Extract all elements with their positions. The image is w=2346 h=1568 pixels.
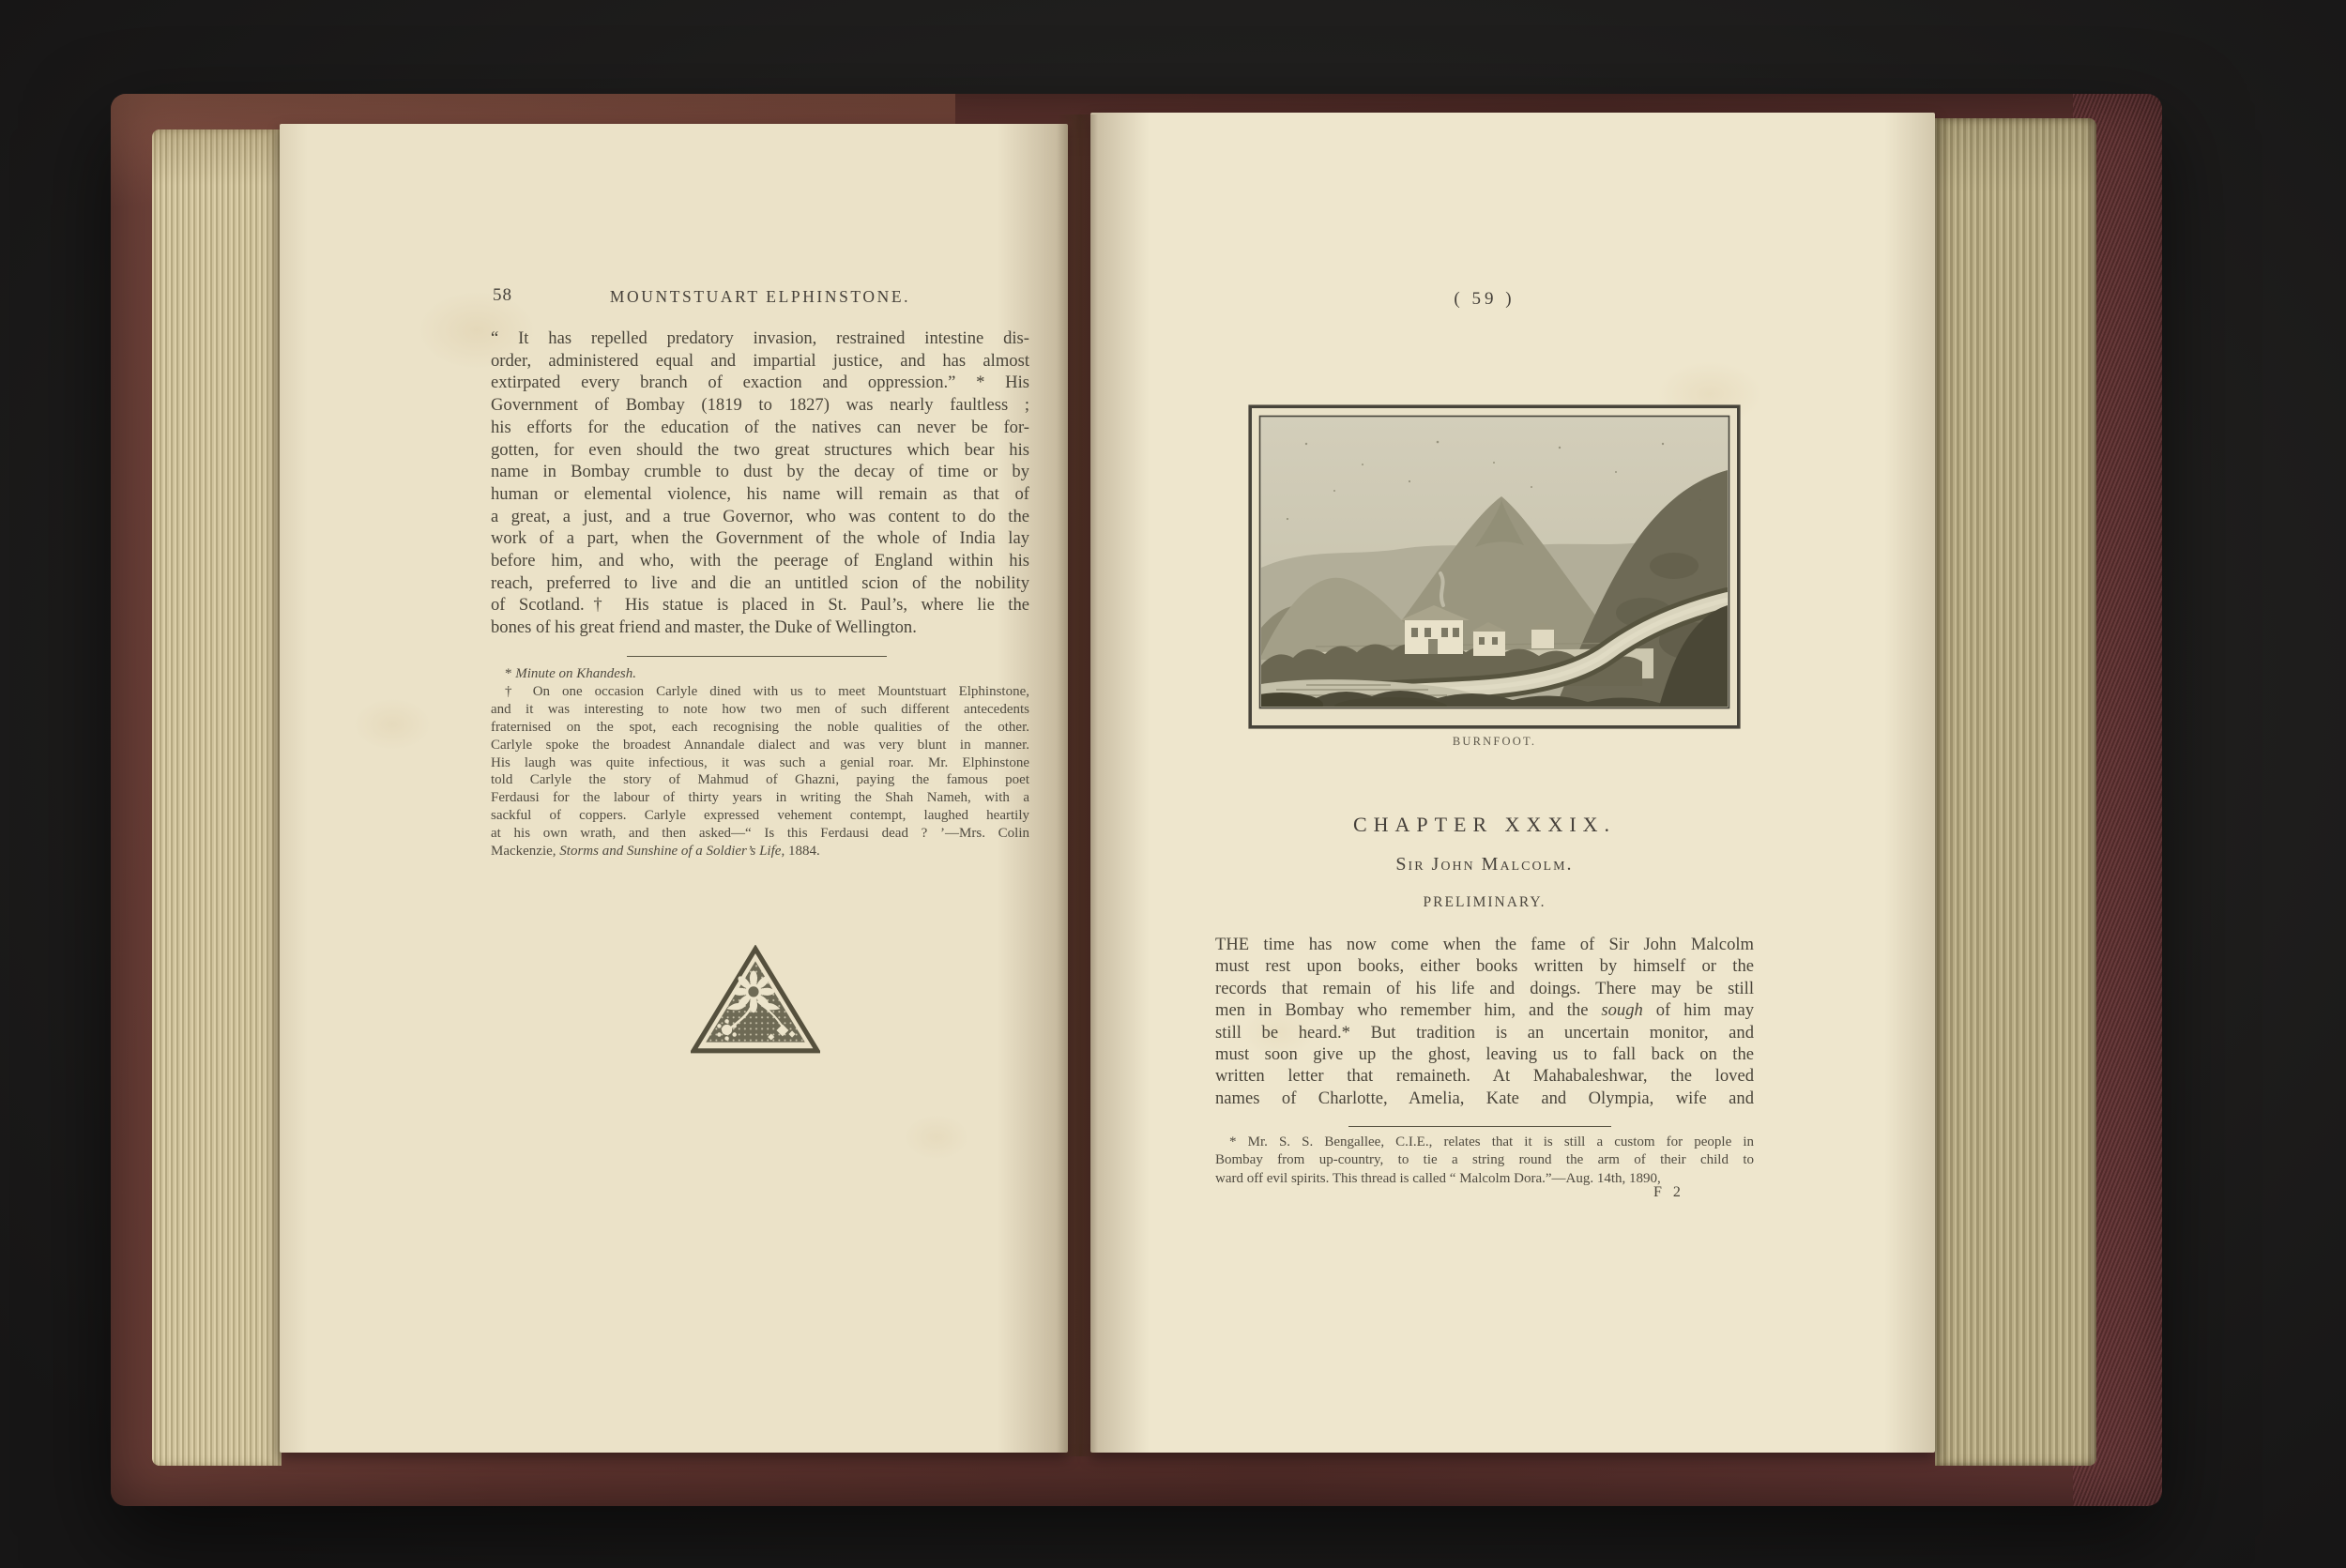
left-page-number: 58 (493, 285, 512, 305)
page-stack-fore-edge-right (1935, 118, 2096, 1466)
section-label: PRELIMINARY. (1423, 894, 1546, 910)
page-stack-fore-edge-left (152, 129, 282, 1466)
right-body-text: THE time has now come when the fame of Sir John Malcolm must rest upon books, either books written by himself or the records that remain of his life and doings. There may be still men in Bombay who remember him, and the sough of him may still be heard.* But tradition is an uncertain monitor, and must soon give up the ghost, leaving us to fall back on the written letter that remaineth. At Mahabaleshwar, the loved names of Charlotte, Amelia, Kate and Olympia, wife and (1215, 935, 1754, 1108)
left-running-head: MOUNTSTUART ELPHINSTONE. (609, 287, 911, 306)
left-footnote-text: * Minute on Khandesh. † On one occasion Carlyle dined with us to meet Mountstuart Elphinstone, and it was interesting to note how two men of such different antecedents fraternised on the spot, each recognising the noble qualities of the other. Carlyle spoke the broadest Annandale dialect and was very blunt in manner. His laugh was quite infectious, it was such a genial roar. Mr. Elphinstone told Carlyle the story of Mahmud of Ghazni, paying the famous poet Ferdausi for the labour of thirty years in writing the Shah Nameh, with a sackful of coppers. Carlyle expressed vehement contempt, laughed heartily at his own wrath, and then asked—“ Is this Ferdausi dead ? ’—Mrs. Colin Mackenzie, Storms and Sunshine of a Soldier’s Life, 1884. (491, 666, 1029, 860)
left-footnote-rule (627, 656, 887, 657)
right-footnote-rule (1348, 1126, 1611, 1127)
right-footnote-text: * Mr. S. S. Bengallee, C.I.E., relates that it is still a custom for people in Bombay from up-country, to tie a string round the arm of their child to ward off evil spirits. This thread is called “ Malcolm Dora.”—Aug. 14th, 1890, (1215, 1134, 1754, 1186)
triangle-floral-ornament (691, 945, 820, 1056)
illustration-caption: BURNFOOT. (1452, 735, 1537, 748)
left-body-text: “ It has repelled predatory invasion, restrained intestine dis- order, administered equal and impartial justice, and has almost extirpated every branch of exaction and oppression.” * His Government of Bombay (1819 to 1827) was nearly faultless ; his efforts for the education of the natives can never be for- gotten, for even should the two great structures which bear his name in Bombay crumble to dust by the decay of time or by human or elemental violence, his name will remain as that of a great, a just, and a true Governor, who was content to do the work of a part, when the Government of the whole of India lay before him, and who, with the peerage of England within his reach, preferred to live and die an untitled scion of the nobility of Scotland.† His statue is placed in St. Paul’s, where lie the bones of his great friend and master, the Duke of Wellington. (491, 328, 1029, 638)
book-page-59 (1090, 113, 1935, 1453)
burnfoot-engraving (1250, 406, 1739, 727)
book-gutter-shadow (1057, 114, 1098, 1456)
chapter-heading: CHAPTER XXXIX. (1352, 813, 1617, 836)
signature-mark: F 2 (1653, 1184, 1684, 1200)
right-page-number: ( 59 ) (1454, 289, 1516, 309)
chapter-subject: Sir John Malcolm. (1395, 854, 1574, 875)
